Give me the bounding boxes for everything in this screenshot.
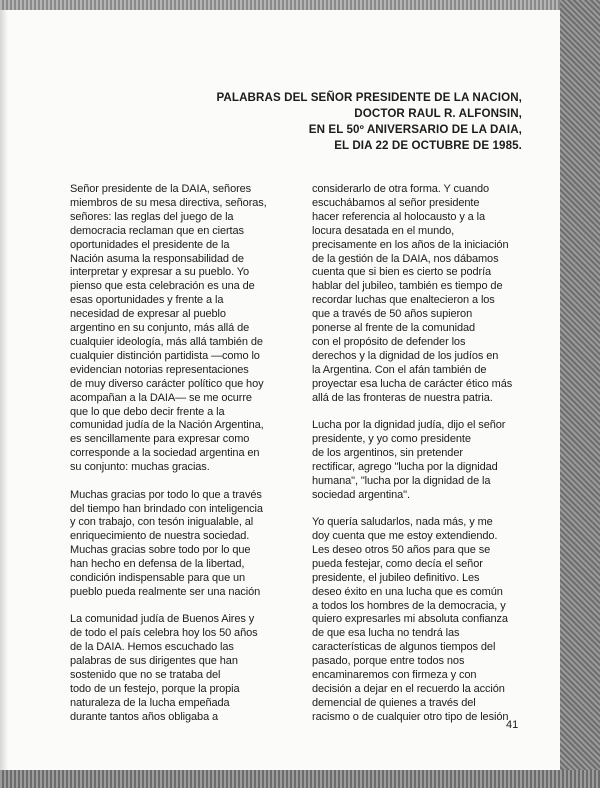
text-line: de muy diverso carácter político que hoy: [70, 377, 264, 390]
text-line: de los argentinos, sin pretender: [312, 446, 463, 459]
paragraph: [70, 613, 310, 724]
text-line: Nación asuma la responsabilidad de: [70, 252, 244, 265]
text-line: la Argentina. Con el afán también de: [312, 363, 487, 376]
text-line: pienso que esta celebración es una de: [70, 280, 255, 293]
paragraph: [312, 183, 542, 406]
text-line: comunidad judía de la Nación Argentina,: [70, 419, 264, 432]
text-line: presidente, el jubileo definitivo. Les: [312, 571, 480, 584]
text-line: evidencian notorias representaciones: [70, 363, 249, 376]
text-line: naturaleza de la lucha empeñada: [70, 696, 230, 709]
text-line: hablar del jubileo, también es tiempo de: [312, 280, 503, 293]
text-line: hacer referencia al holocausto y a la: [312, 210, 486, 223]
text-line: Yo quería saludarlos, nada más, y me: [312, 516, 493, 529]
paragraph: [312, 419, 542, 502]
text-line: su conjunto: muchas gracias.: [70, 461, 210, 474]
text-line: que a través de 50 años supieron: [312, 308, 473, 321]
text-line: considerarlo de otra forma. Y cuando: [312, 183, 489, 195]
text-line: ponerse al frente de la comunidad: [312, 322, 476, 335]
text-line: precisamente en los años de la iniciación: [312, 238, 509, 251]
heading-line: EN EL 50º ANIVERSARIO DE LA DAIA,: [308, 123, 522, 136]
text-line: pueblo pueda realmente ser una nación: [70, 585, 261, 598]
text-line: de la gestión de la DAIA, nos dábamos: [312, 252, 499, 265]
scan-edge-bottom: [0, 770, 600, 788]
text-line: pueda festejar, como decía el señor: [312, 557, 483, 570]
text-line: locura desatada en el mundo,: [312, 224, 455, 237]
text-line: encaminaremos con firmeza y con: [312, 669, 477, 682]
scan-edge-right: [560, 0, 600, 788]
text-line: Muchas gracias sobre todo por lo que: [70, 544, 251, 557]
text-line: Les deseo otros 50 años para que se: [312, 543, 491, 556]
paragraph: [70, 489, 310, 600]
text-line: cualquier ideología, más allá también de: [70, 335, 263, 348]
text-line: presidente, y yo como presidente: [312, 433, 471, 445]
text-line: escuchábamos al señor presidente: [312, 196, 480, 209]
text-line: de que esa lucha no tendrá las: [312, 627, 460, 640]
text-line: recordar luchas que enaltecieron a los: [312, 294, 495, 307]
text-line: oportunidades el presidente de la: [70, 238, 230, 251]
text-line: deseo éxito en una lucha que es común: [312, 585, 503, 598]
text-line: La comunidad judía de Buenos Aires y: [70, 613, 255, 626]
text-line: demencial de quienes a través del: [312, 696, 476, 709]
text-line: del tiempo han brindado con inteligencia: [70, 502, 263, 515]
text-line: durante tantos años obligaba a: [70, 710, 219, 723]
text-line: racismo o de cualquier otro tipo de lesión: [312, 710, 509, 723]
text-line: enriquecimiento de nuestra sociedad.: [70, 530, 250, 543]
text-line: esas oportunidades y frente a la: [70, 294, 224, 307]
text-line: doy cuenta que me estoy extendiendo.: [312, 530, 498, 543]
text-line: miembros de su mesa directiva, señoras,: [70, 196, 267, 209]
text-line: allá de las fronteras de nuestra patria.: [312, 391, 493, 404]
text-line: sociedad argentina".: [312, 488, 410, 501]
scan-edge-top: [0, 0, 600, 10]
text-line: decisión a dejar en el recuerdo la acción: [312, 683, 505, 695]
text-line: han hecho en defensa de la libertad,: [70, 558, 245, 571]
text-line: todo de un festejo, porque la propia: [70, 683, 240, 695]
text-line: Señor presidente de la DAIA, señores: [70, 183, 252, 195]
text-line: quiero expresarles mi absoluta confianza: [312, 613, 508, 626]
heading-line: DOCTOR RAUL R. ALFONSIN,: [354, 107, 522, 120]
text-line: palabras de sus dirigentes que han: [70, 655, 238, 668]
page-number: 41: [506, 719, 519, 731]
heading-line: PALABRAS DEL SEÑOR PRESIDENTE DE LA NACION,: [216, 91, 522, 104]
text-line: sostenido que no se trataba del: [70, 669, 221, 682]
text-line: que lo que debo decir frente a la: [70, 405, 225, 418]
paragraph: [70, 183, 310, 475]
text-line: derechos y la dignidad de los judíos en: [312, 349, 499, 362]
text-line: características de algunos tiempos del: [312, 641, 496, 654]
text-line: acompañan a la DAIA— se me ocurre: [70, 391, 252, 404]
text-line: de todo el país celebra hoy los 50 años: [70, 627, 258, 640]
text-line: cuenta que si bien es cierto se podría: [312, 266, 492, 279]
text-line: necesidad de expresar al pueblo: [70, 308, 226, 321]
text-line: con el propósito de defender los: [312, 335, 466, 348]
text-line: Muchas gracias por todo lo que a través: [70, 488, 262, 501]
heading-line: EL DIA 22 DE OCTUBRE DE 1985.: [334, 139, 522, 152]
scan-edge-left: [0, 10, 8, 770]
text-line: corresponde a la sociedad argentina en: [70, 447, 260, 460]
text-line: y con trabajo, con tesón inigualable, al: [70, 516, 254, 529]
text-line: cualquier distinción partidista —como lo: [70, 349, 260, 362]
text-line: de la DAIA. Hemos escuchado las: [70, 641, 234, 654]
paragraph: [312, 516, 542, 725]
text-line: a todos los hombres de la democracia, y: [312, 599, 506, 612]
right-text-column: [312, 183, 542, 738]
text-line: argentino en su conjunto, más allá de: [70, 322, 250, 335]
left-text-column: [70, 183, 310, 738]
text-line: interpretar y expresar a su pueblo. Yo: [70, 266, 250, 279]
text-line: pasado, porque entre todos nos: [312, 655, 465, 668]
text-line: Lucha por la dignidad judía, dijo el señor: [312, 419, 506, 432]
text-line: proyectar esa lucha de carácter ético más: [312, 377, 513, 390]
text-line: es sencillamente para expresar como: [70, 433, 250, 446]
text-line: democracia reclaman que en ciertas: [70, 224, 244, 237]
text-line: humana", "lucha por la dignidad de la: [312, 474, 491, 487]
text-line: rectificar, agrego "lucha por la dignidad: [312, 460, 498, 473]
text-line: señores: las reglas del juego de la: [70, 210, 234, 223]
speech-heading: [142, 90, 522, 154]
text-line: condición indispensable para que un: [70, 572, 246, 585]
